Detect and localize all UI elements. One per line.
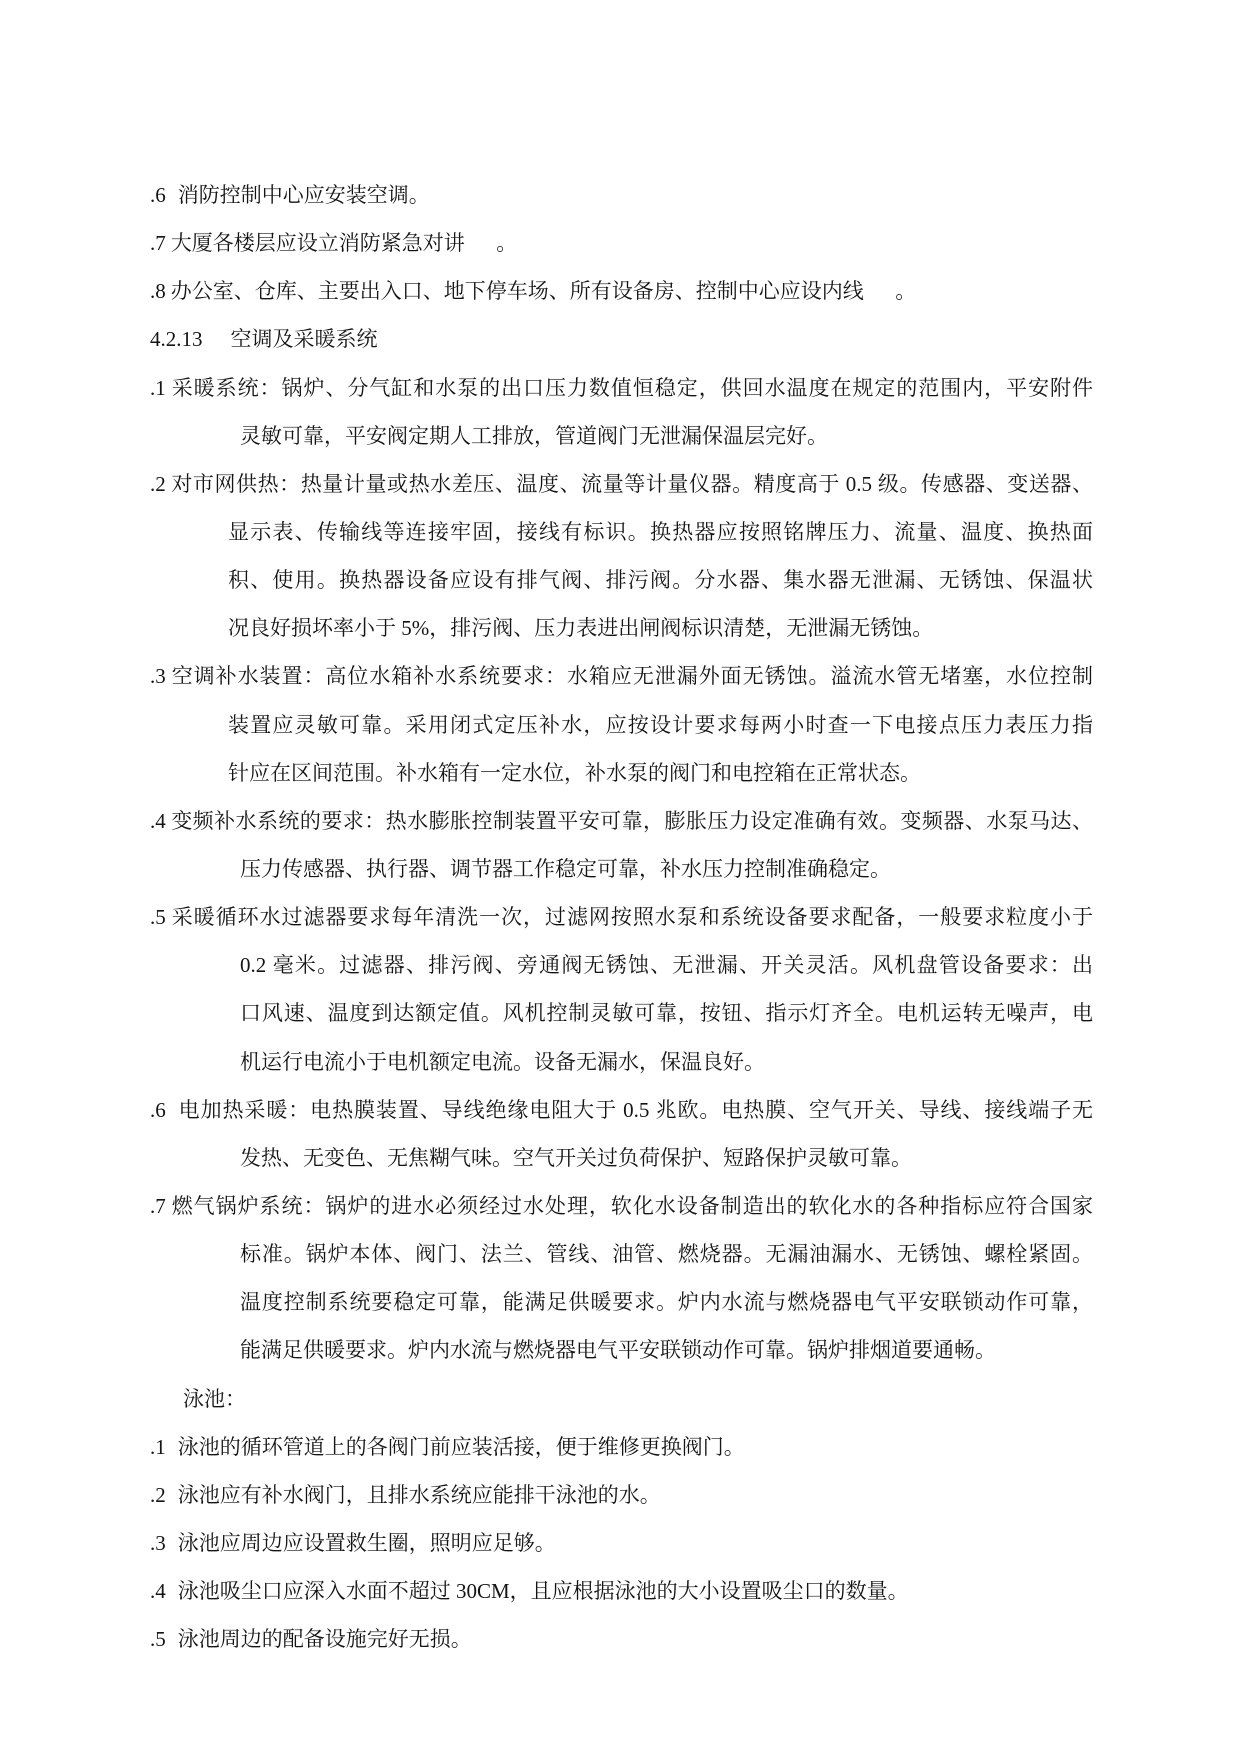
clause-text: 消防控制中心应安装空调。 xyxy=(177,183,430,207)
clause-number: .5 xyxy=(150,1627,166,1652)
clause-text: 泳池的循环管道上的各阀门前应装活接，便于维修更换阀门。 xyxy=(177,1434,745,1459)
subsection-title: 泳池： xyxy=(183,1386,246,1411)
clause-line: 能满足供暖要求。炉内水流与燃烧器电气平安联锁动作可靠。锅炉排烟道要通畅。 xyxy=(240,1338,996,1363)
document-body xyxy=(0,171,1241,1663)
clause-number: .1 xyxy=(150,375,166,400)
clause-item xyxy=(150,1471,1093,1519)
section-heading xyxy=(150,315,1093,363)
clause-text: 对市网供热：热量计量或热水差压、温度、流量等计量仪器。精度高于 0.5 级。传感器、变送器、 xyxy=(170,471,1093,496)
clause-item xyxy=(150,652,1093,700)
clause-line: 况良好损坏率小于 5%，排污阀、压力表进出闸阀标识清楚，无泄漏无锈蚀。 xyxy=(228,616,934,641)
clause-text: 泳池吸尘口应深入水面不超过 30CM，且应根据泳池的大小设置吸尘口的数量。 xyxy=(177,1579,909,1604)
clause-item xyxy=(150,797,1093,845)
clause-line: 机运行电流小于电机额定电流。设备无漏水，保温良好。 xyxy=(240,1049,765,1074)
clause-number: .6 xyxy=(150,183,166,207)
clause-text: 燃气锅炉系统：锅炉的进水必须经过水处理，软化水设备制造出的软化水的各种指标应符合国家 xyxy=(170,1193,1093,1218)
clause-text: 泳池应周边应设置救生圈，照明应足够。 xyxy=(177,1530,556,1555)
clause-number: .7 xyxy=(150,1193,166,1218)
clause-text: 空调补水装置：高位水箱补水系统要求：水箱应无泄漏外面无锈蚀。溢流水管无堵塞，水位控制 xyxy=(170,664,1093,689)
clause-number: .2 xyxy=(150,471,166,496)
clause-line: 灵敏可靠，平安阀定期人工排放，管道阀门无泄漏保温层完好。 xyxy=(240,423,828,448)
clause-number: .7 xyxy=(150,231,166,256)
clause-line: 发热、无变色、无焦糊气味。空气开关过负荷保护、短路保护灵敏可靠。 xyxy=(240,1145,912,1170)
clause-item xyxy=(150,267,1093,315)
clause-number: .4 xyxy=(150,1579,166,1604)
clause-line: 标准。锅炉本体、阀门、法兰、管线、油管、燃烧器。无漏油漏水、无锈蚀、螺栓紧固。 xyxy=(240,1242,1093,1267)
clause-number: .5 xyxy=(150,905,166,930)
clause-item xyxy=(150,893,1093,941)
clause-number: .8 xyxy=(150,279,166,304)
clause-number: .2 xyxy=(150,1482,166,1507)
section-number: 4.2.13 xyxy=(150,327,203,352)
clause-text: 变频补水系统的要求：热水膨胀控制装置平安可靠，膨胀压力设定准确有效。变频器、水泵马达、 xyxy=(170,808,1093,833)
clause-item xyxy=(150,1423,1093,1471)
clause-line: 口风速、温度到达额定值。风机控制灵敏可靠，按钮、指示灯齐全。电机运转无噪声，电 xyxy=(240,1001,1093,1026)
clause-item xyxy=(150,1519,1093,1567)
clause-line: 装置应灵敏可靠。采用闭式定压补水，应按设计要求每两小时查一下电接点压力表压力指 xyxy=(228,712,1093,737)
clause-text: 大厦各楼层应设立消防紧急对讲 。 xyxy=(170,231,518,256)
clause-number: .4 xyxy=(150,808,166,833)
clause-item xyxy=(150,1086,1093,1134)
clause-line: 积、使用。换热器设备应设有排气阀、排污阀。分水器、集水器无泄漏、无锈蚀、保温状 xyxy=(228,568,1093,593)
clause-text: 泳池周边的配备设施完好无损。 xyxy=(177,1627,472,1652)
clause-line: 针应在区间范围。补水箱有一定水位，补水泵的阀门和电控箱在正常状态。 xyxy=(228,760,921,785)
clause-text: 采暖系统：锅炉、分气缸和水泵的出口压力数值恒稳定，供回水温度在规定的范围内，平安附件 xyxy=(170,375,1093,400)
section-title: 空调及采暖系统 xyxy=(230,327,378,352)
clause-item xyxy=(150,460,1093,508)
clause-line: 显示表、传输线等连接牢固，接线有标识。换热器应按照铭牌压力、流量、温度、换热面 xyxy=(228,519,1093,544)
clause-text: 采暖循环水过滤器要求每年清洗一次，过滤网按照水泵和系统设备要求配备，一般要求粒度小于 xyxy=(170,905,1093,930)
clause-text: 泳池应有补水阀门，且排水系统应能排干泳池的水。 xyxy=(177,1482,661,1507)
clause-text: 办公室、仓库、主要出入口、地下停车场、所有设备房、控制中心应设内线 。 xyxy=(170,279,917,304)
clause-number: .1 xyxy=(150,1434,166,1459)
clause-line: 压力传感器、执行器、调节器工作稳定可靠，补水压力控制准确稳定。 xyxy=(240,856,891,881)
clause-item xyxy=(150,364,1093,412)
clause-text: 电加热采暖：电热膜装置、导线绝缘电阻大于 0.5 兆欧。电热膜、空气开关、导线、接线端子无 xyxy=(177,1097,1093,1122)
clause-number: .3 xyxy=(150,664,166,689)
clause-item xyxy=(150,1182,1093,1230)
clause-item xyxy=(150,219,1093,267)
clause-number: .3 xyxy=(150,1530,166,1555)
clause-item xyxy=(150,1615,1093,1663)
clause-number: .6 xyxy=(150,1097,166,1122)
clause-item xyxy=(150,171,1093,219)
clause-line: 温度控制系统要稳定可靠，能满足供暖要求。炉内水流与燃烧器电气平安联锁动作可靠， xyxy=(240,1290,1093,1315)
clause-item xyxy=(150,1567,1093,1615)
clause-line: 0.2 毫米。过滤器、排污阀、旁通阀无锈蚀、无泄漏、开关灵活。风机盘管设备要求：出 xyxy=(240,953,1093,978)
